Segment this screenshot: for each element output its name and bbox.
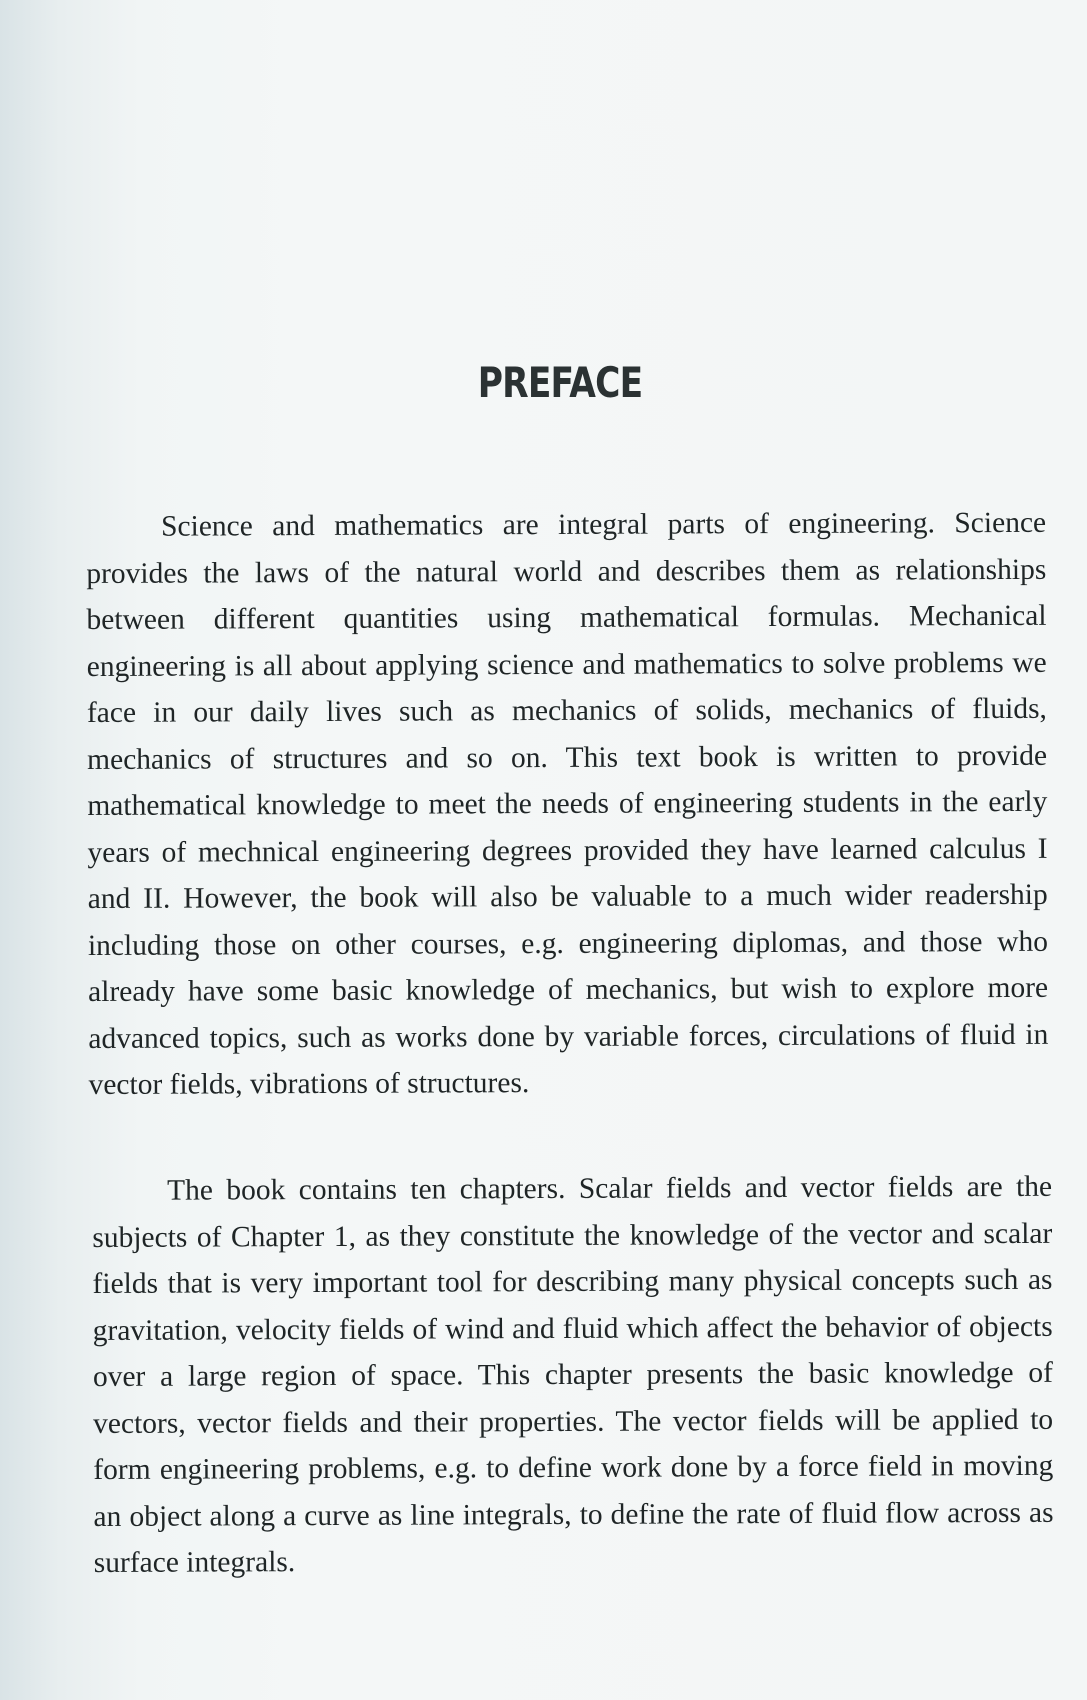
paragraph-1: Science and mathematics are integral parts of engineering. Science provides the laws of the natural world and describes them as relationships between different quantities using mathematical formulas. Mechanical engineering is all about applying science and mathematics to solve problems we face in our daily lives such as mechanics of solids, mechanics of fluids, mechanics of structures and so on. This text book is written to provide mathematical knowledge to meet the needs of engineering students in the early years of mechnical engineering degrees provided they have learned calculus I and II. However, the book will also be valuable to a much wider readership including those on other courses, e.g. engineering diplomas, and those who already have some basic knowledge of mechanics, but wish to explore more advanced topics, such as works done by variable forces, circulations of fluid in vector fields, vibrations of structures. bbox=[86, 506, 1049, 1101]
page-title: PREFACE bbox=[477, 358, 643, 407]
paragraph-2: The book contains ten chapters. Scalar fields and vector fields are the subjects of Chapter 1, as they constitute the knowledge of the vector and scalar fields that is very important tool for describing many physical concepts such as gravitation, velocity fields of wind and fluid which affect the behavior of objects over a large region of space. This chapter presents the basic knowledge of vectors, vector fields and their properties. The vector fields will be applied to form engineering problems, e.g. to define work done by a force field in moving an object along a curve as line integrals, to define the rate of fluid flow across as surface integrals. bbox=[92, 1170, 1054, 1579]
